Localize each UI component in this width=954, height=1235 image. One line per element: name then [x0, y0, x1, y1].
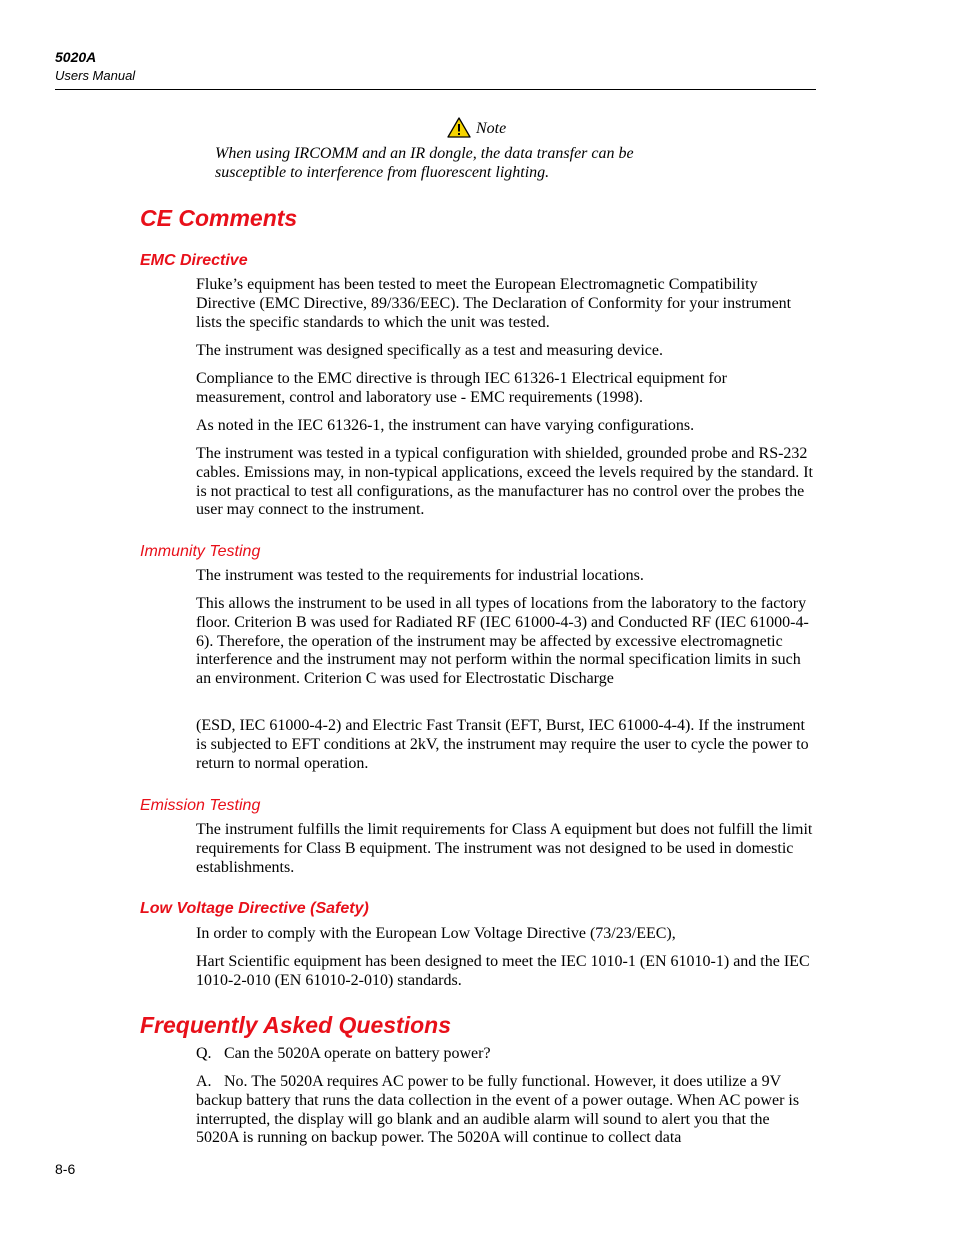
warning-triangle-icon: [447, 117, 471, 138]
immunity-paragraph: The instrument was tested to the requirements for industrial locations.: [196, 567, 644, 584]
emc-directive-heading: EMC Directive: [140, 252, 248, 269]
faq-question: [196, 1045, 816, 1064]
ce-comments-heading: CE Comments: [140, 205, 298, 231]
answer-text: No. The 5020A requires AC power to be fully functional. However, it does utilize a 9V backup battery that runs the data collection in the event of a power outage. When AC power is interrupted, the display will go blank and an audible alarm will sound to alert you that the 5020A is running on backup power. The 5020A will continue to collect data: [196, 1073, 800, 1147]
note-label: Note: [476, 120, 507, 137]
emc-paragraph: The instrument was designed specifically as a test and measuring device.: [196, 342, 663, 359]
header-divider: [55, 89, 816, 90]
faq-answer: [196, 1073, 816, 1148]
manual-model-title: 5020A: [55, 49, 97, 65]
emc-paragraph: Compliance to the EMC directive is through IEC 61326-1 Electrical equipment for measurement, control and laboratory use - EMC requirements (1998).: [196, 370, 727, 406]
emc-paragraph: The instrument was tested in a typical configuration with shielded, grounded probe and RS-232 cables. Emissions may, in non-typical applications, exceed the levels required by the standard. It is not practical to test all configurations, as the manufacturer has no control over the probes the user may connect to the instrument.: [196, 445, 813, 519]
low-voltage-paragraph: In order to comply with the European Low Voltage Directive (73/23/EEC),: [196, 925, 676, 942]
answer-marker: A.: [196, 1073, 212, 1090]
immunity-paragraph: (ESD, IEC 61000-4-2) and Electric Fast Transit (EFT, Burst, IEC 61000-4-4). If the instrument is subjected to EFT conditions at 2kV, the instrument may require the user to cycle the power to return to normal operation.: [196, 717, 809, 772]
emc-paragraph: Fluke’s equipment has been tested to meet the European Electromagnetic Compatibility Directive (EMC Directive, 89/336/EEC). The Declaration of Conformity for your instrument lists the specific standards to which the unit was tested.: [196, 276, 792, 331]
immunity-testing-heading: Immunity Testing: [140, 543, 261, 560]
faq-heading: Frequently Asked Questions: [140, 1012, 451, 1038]
immunity-paragraph: This allows the instrument to be used in all types of locations from the laboratory to the factory floor. Criterion B was used for Radiated RF (IEC 61000-4-3) and Conducted RF (IEC 61000-4-6). Therefore, the operation of the instrument may be affected by excessive electromagnetic interference and the instrument may not perform within the normal specification limits in such an environment. Criterion C was used for Electrostatic Discharge: [196, 595, 809, 688]
emission-testing-heading: Emission Testing: [140, 797, 261, 814]
emc-paragraph: As noted in the IEC 61326-1, the instrument can have varying configurations.: [196, 417, 695, 434]
note-heading: [447, 116, 506, 138]
question-text: Can the 5020A operate on battery power?: [224, 1045, 491, 1062]
question-marker: Q.: [196, 1045, 212, 1062]
page-number: 8-6: [55, 1161, 76, 1177]
low-voltage-paragraph: Hart Scientific equipment has been designed to meet the IEC 1010-1 (EN 61010-1) and the IEC 1010-2-010 (EN 61010-2-010) standards.: [196, 953, 810, 989]
emission-paragraph: The instrument fulfills the limit requirements for Class A equipment but does not fulfill the limit requirements for Class B equipment. The instrument was not designed to be used in domestic establishments.: [196, 821, 813, 876]
low-voltage-directive-heading: Low Voltage Directive (Safety): [140, 900, 369, 917]
note-text: When using IRCOMM and an IR dongle, the data transfer can be susceptible to interference from fluorescent lighting.: [215, 145, 634, 181]
manual-subtitle: Users Manual: [55, 68, 136, 83]
